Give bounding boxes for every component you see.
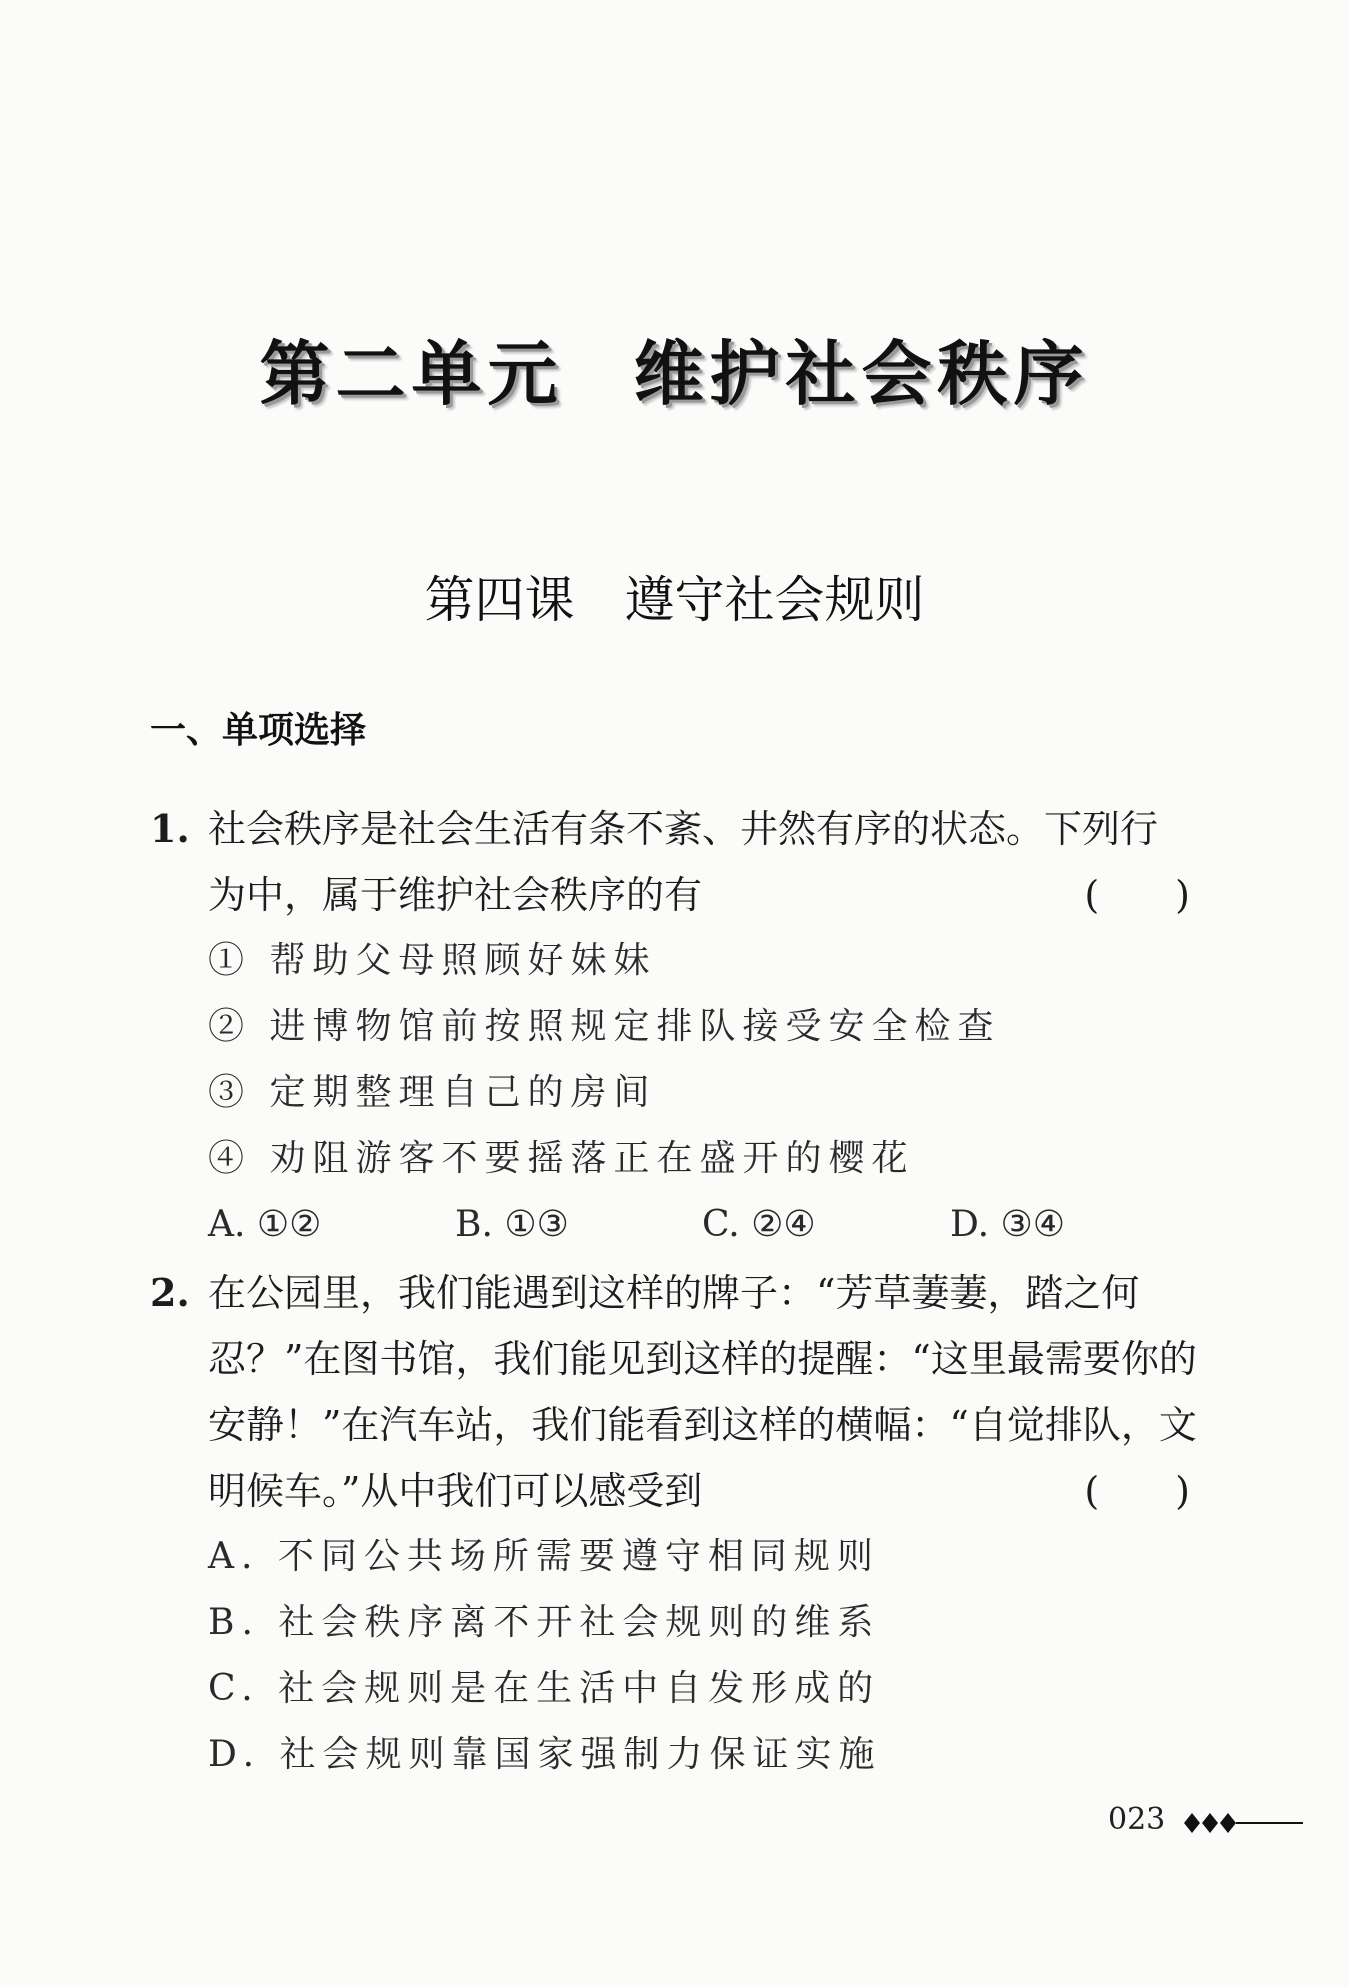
lesson-title-number: 第四课 xyxy=(424,571,575,629)
statement-item xyxy=(150,1126,1190,1192)
unit-title-name: 维护社会秩序 xyxy=(633,332,1090,415)
choice-b: B. ①③ xyxy=(455,1204,569,1245)
statement-item xyxy=(150,1060,1190,1126)
choice-a: A. ①② xyxy=(208,1204,322,1245)
question-stem-line: 在公园里，我们能遇到这样的牌子：“芳草萋萋，踏之何 xyxy=(208,1271,1140,1315)
diamond-ornament-icon xyxy=(1175,1808,1305,1838)
option-b: B. 社会秩序离不开社会规则的维系 xyxy=(208,1602,881,1643)
question-number: 2. xyxy=(150,1270,190,1315)
statement-item xyxy=(150,928,1190,994)
option-item xyxy=(150,1656,1190,1722)
unit-title xyxy=(0,318,1349,419)
question-1 xyxy=(150,796,1190,1258)
choice-c: C. ②④ xyxy=(702,1204,816,1245)
lesson-title-name: 遵守社会规则 xyxy=(624,571,925,629)
question-line xyxy=(150,1326,1197,1392)
question-line xyxy=(150,1392,1197,1458)
question-stem-line: 安静！”在汽车站，我们能看到这样的横幅：“自觉排队，文 xyxy=(208,1403,1197,1447)
answer-parentheses: ( ) xyxy=(1084,1469,1190,1513)
statement-text: ① 帮助父母照顾好妹妹 xyxy=(208,940,657,981)
option-item xyxy=(150,1524,1190,1590)
question-stem-line: 社会秩序是社会生活有条不紊、井然有序的状态。下列行 xyxy=(208,807,1159,851)
answer-parentheses: ( ) xyxy=(1084,873,1190,917)
statement-text: ③ 定期整理自己的房间 xyxy=(208,1072,657,1113)
question-line xyxy=(150,862,1190,928)
question-stem-line: 忍？”在图书馆，我们能见到这样的提醒：“这里最需要你的 xyxy=(208,1337,1197,1381)
page-number: 023 xyxy=(1108,1802,1166,1837)
option-a: A. 不同公共场所需要遵守相同规则 xyxy=(208,1536,880,1577)
question-number: 1. xyxy=(150,806,190,851)
choice-row xyxy=(150,1192,1190,1258)
question-stem-line: 为中，属于维护社会秩序的有 xyxy=(208,873,703,917)
statement-item xyxy=(150,994,1190,1060)
question-2 xyxy=(150,1260,1197,1788)
section-heading: 一、单项选择 xyxy=(150,710,367,751)
question-line xyxy=(150,1260,1190,1326)
question-line xyxy=(150,1458,1190,1524)
question-line xyxy=(150,796,1190,862)
question-stem-line: 明候车。”从中我们可以感受到 xyxy=(208,1469,703,1513)
option-item xyxy=(150,1722,1190,1788)
choice-d: D. ③④ xyxy=(950,1204,1066,1245)
lesson-title xyxy=(0,560,1349,632)
statement-text: ② 进博物馆前按照规定排队接受安全检查 xyxy=(208,1006,1001,1047)
unit-title-number: 第二单元 xyxy=(259,332,564,415)
option-item xyxy=(150,1590,1190,1656)
option-c: C. 社会规则是在生活中自发形成的 xyxy=(208,1668,881,1709)
option-d: D. 社会规则靠国家强制力保证实施 xyxy=(208,1734,882,1775)
statement-text: ④ 劝阻游客不要摇落正在盛开的樱花 xyxy=(208,1138,915,1179)
